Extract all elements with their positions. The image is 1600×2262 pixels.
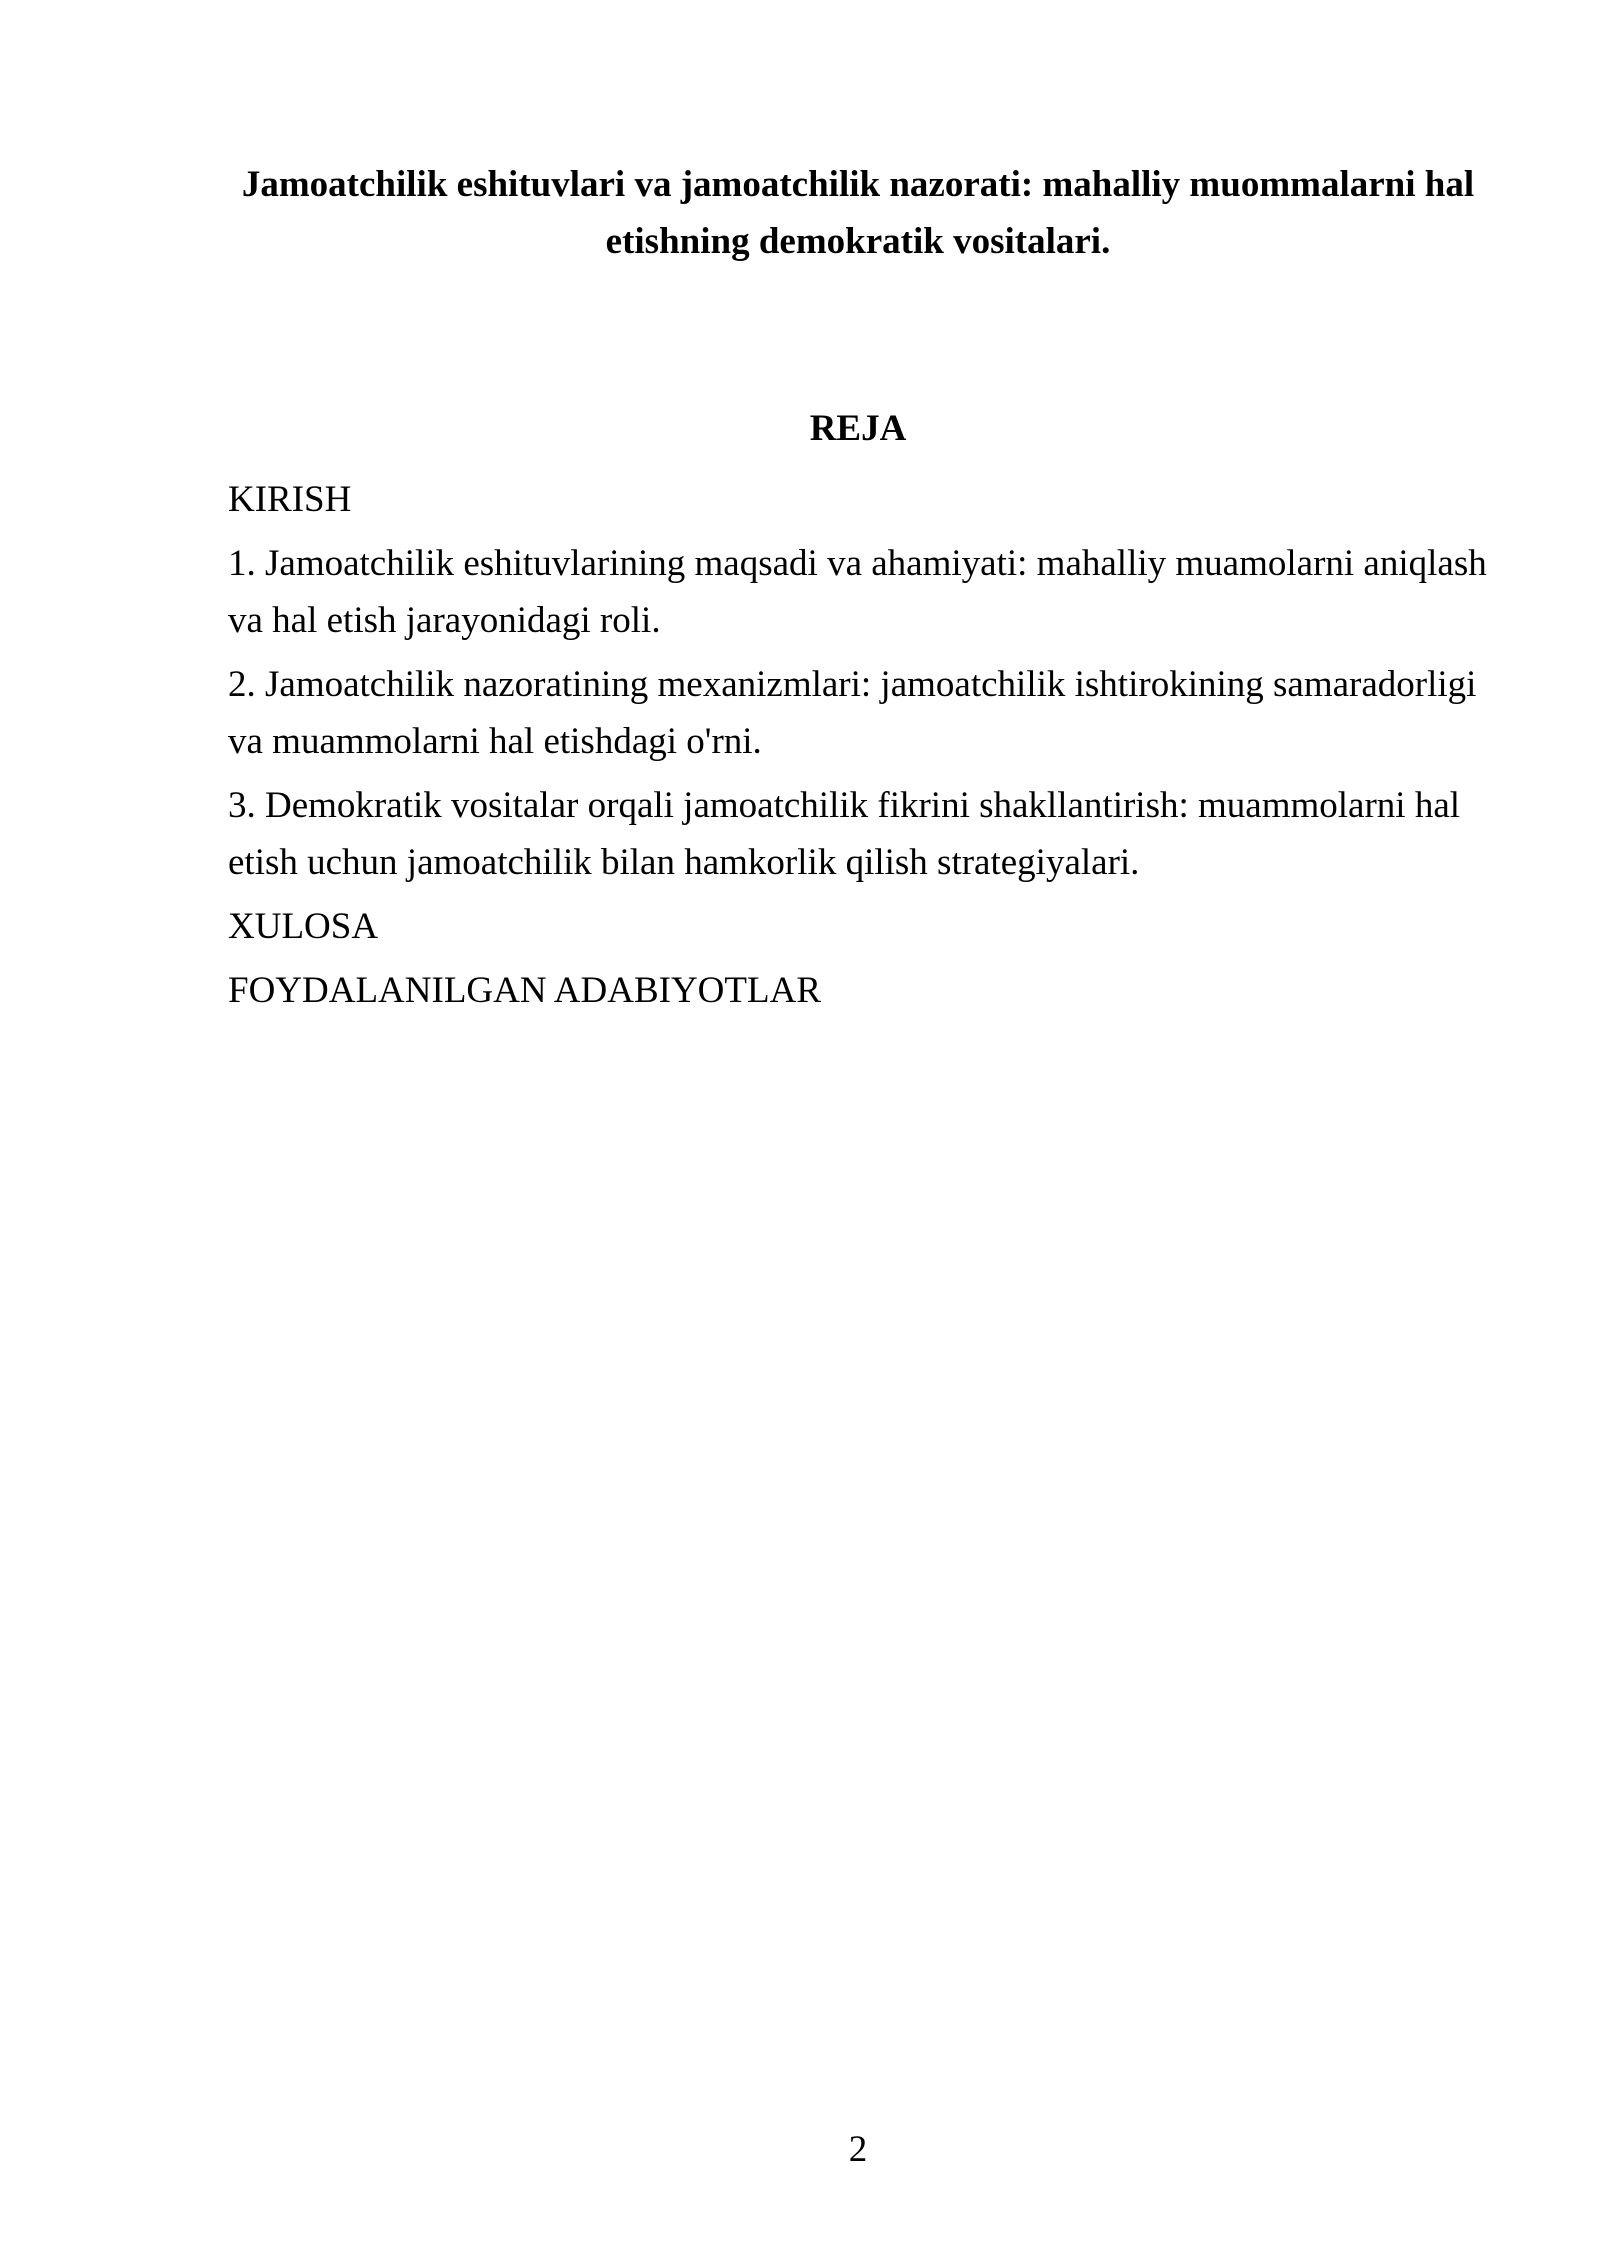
plan-heading: REJA bbox=[809, 408, 907, 449]
document-title: Jamoatchilik eshituvlari va jamoatchilik nazorati: mahalliy muommalarni hal etishning demokratik vositalari. bbox=[241, 164, 1475, 262]
plan-item-2: 2. Jamoatchilik nazoratining mexanizmlari: jamoatchilik ishtirokining samaradorligi va muammolarni hal etishdagi o'rni. bbox=[228, 664, 1477, 762]
plan-item-references: FOYDALANILGAN ADABIYOTLAR bbox=[228, 970, 821, 1011]
plan-item-introduction: KIRISH bbox=[228, 479, 352, 520]
plan-item-3: 3. Demokratik vositalar orqali jamoatchilik fikrini shakllantirish: muammolarni hal etish uchun jamoatchilik bilan hamkorlik qilish strategiyalari. bbox=[228, 785, 1461, 883]
plan-item-conclusion: XULOSA bbox=[228, 906, 379, 947]
plan-list bbox=[228, 471, 1493, 1026]
plan-item-1: 1. Jamoatchilik eshituvlarining maqsadi va ahamiyati: mahalliy muamolarni aniqlash va hal etish jarayonidagi roli. bbox=[228, 543, 1487, 641]
page-number: 2 bbox=[848, 2129, 868, 2170]
